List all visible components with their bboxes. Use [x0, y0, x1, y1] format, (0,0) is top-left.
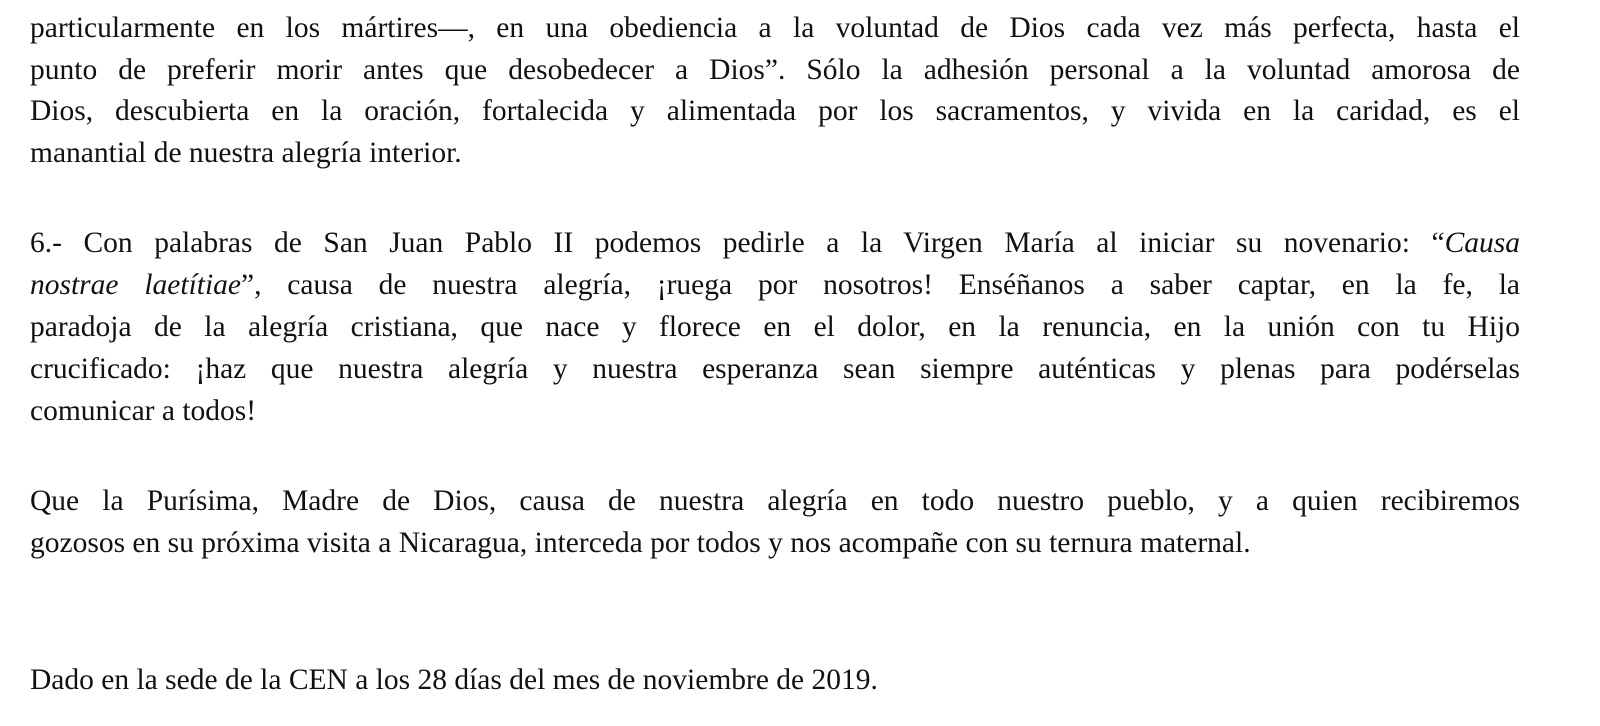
- text-line: comunicar a todos!: [30, 395, 257, 427]
- text-line: paradoja de la alegría cristiana, que nace y florece en el dolor, en la renuncia, en la unión con tu Hijo: [30, 311, 1520, 343]
- text-segment: 6.- Con palabras de San Juan Pablo II podemos pedirle a la Virgen María al iniciar su novenario: “: [30, 227, 1445, 259]
- closing-date-line: Dado en la sede de la CEN a los 28 días del mes de noviembre de 2019.: [30, 664, 878, 696]
- text-line: [30, 264, 1520, 306]
- text-line: manantial de nuestra alegría interior.: [30, 137, 462, 169]
- text-line: Dios, descubierta en la oración, fortalecida y alimentada por los sacramentos, y vivida en la caridad, es el: [30, 95, 1520, 127]
- text-line: Que la Purísima, Madre de Dios, causa de nuestra alegría en todo nuestro pueblo, y a quien recibiremos: [30, 485, 1520, 517]
- text-line: [30, 222, 1520, 264]
- text-line: particularmente en los mártires—, en una obediencia a la voluntad de Dios cada vez más perfecta, hasta el: [30, 12, 1520, 44]
- text-segment: ”, causa de nuestra alegría, ¡ruega por nosotros! Enséñanos a saber captar, en la fe, la: [241, 269, 1520, 301]
- text-line: crucificado: ¡haz que nuestra alegría y nuestra esperanza sean siempre auténticas y plenas para podérselas: [30, 353, 1520, 385]
- text-line: gozosos en su próxima visita a Nicaragua, interceda por todos y nos acompañe con su ternura maternal.: [30, 527, 1251, 559]
- text-line: punto de preferir morir antes que desobedecer a Dios”. Sólo la adhesión personal a la voluntad amorosa de: [30, 54, 1520, 86]
- italic-text: Causa: [1444, 227, 1520, 259]
- italic-text: nostrae laetítiae: [30, 269, 241, 301]
